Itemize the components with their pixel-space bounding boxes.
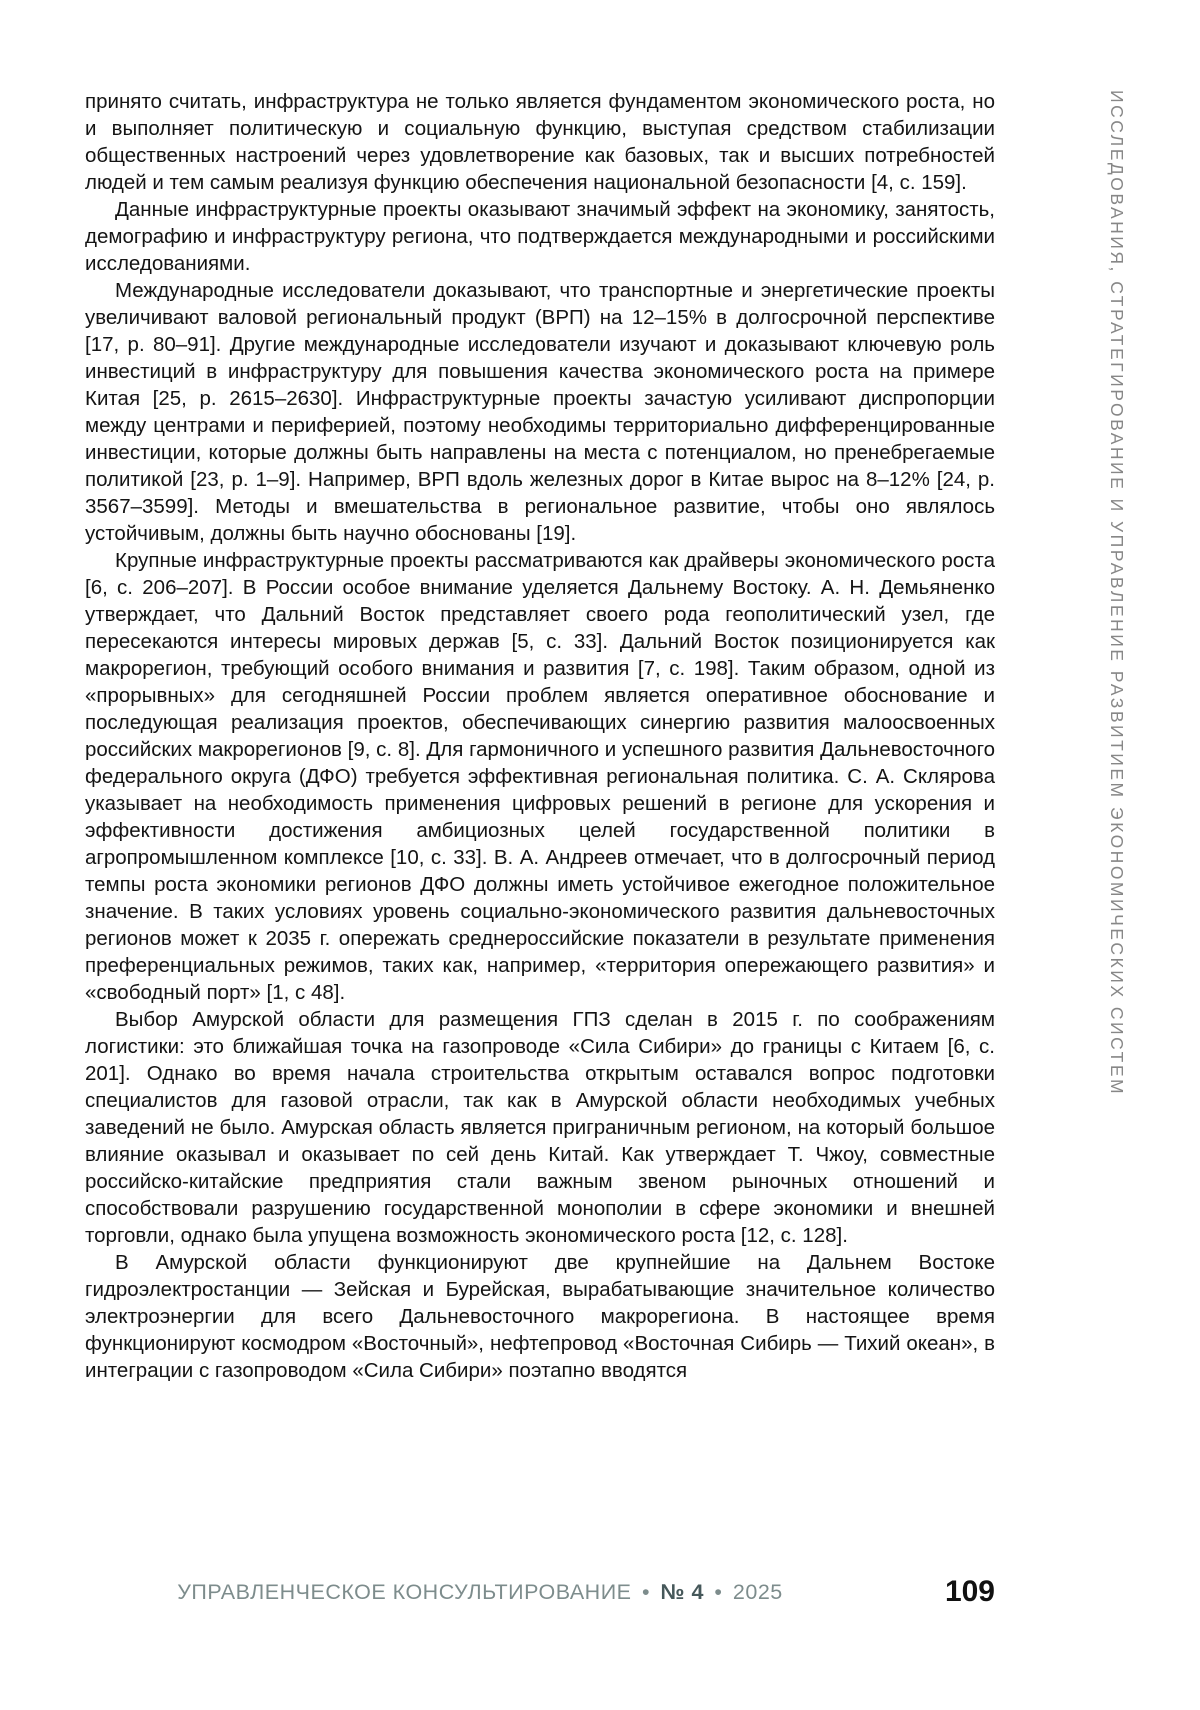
footer-separator: • xyxy=(714,1580,723,1604)
issue-year: 2025 xyxy=(732,1580,783,1604)
journal-footer-line xyxy=(85,1572,875,1612)
journal-name: УПРАВЛЕНЧЕСКОЕ КОНСУЛЬТИРОВАНИЕ xyxy=(177,1580,632,1604)
paragraph: принято считать, инфраструктура не только является фундаментом экономического роста, но и выполняет политическую и социальную функцию, выступая средством стабилизации общественных настроений через удовлетворение как базовых, так и высших потребностей людей и тем самым реализуя функцию обеспечения национальной безопасности [4, с. 159]. xyxy=(85,90,995,194)
issue-number: № 4 xyxy=(660,1580,704,1604)
paragraph: Выбор Амурской области для размещения ГПЗ сделан в 2015 г. по соображениям логистики: это ближайшая точка на газопроводе «Сила Сибири» до границы с Китаем [6, с. 201]. Однако во время начала строительства открытым оставался вопрос подготовки специалистов для газовой отрасли, так как в Амурской области необходимых учебных заведений не было. Амурская область является приграничным регионом, на который большое влияние оказывал и оказывает по сей день Китай. Как утверждает Т. Чжоу, совместные российско-китайские предприятия стали важным звеном рыночных отношений и способствовали разрушению государственной монополии в сфере экономики и внешней торговли, однако была упущена возможность экономического роста [12, с. 128]. xyxy=(85,1008,995,1247)
paragraph: Данные инфраструктурные проекты оказывают значимый эффект на экономику, занятость, демографию и инфраструктуру региона, что подтверждается международными и российскими исследованиями. xyxy=(85,198,995,275)
paragraph: В Амурской области функционируют две крупнейшие на Дальнем Востоке гидроэлектростанции — Зейская и Бурейская, вырабатывающие значительное количество электроэнергии для всего Дальневосточного макрорегиона. В настоящее время функционируют космодром «Восточный», нефтепровод «Восточная Сибирь — Тихий океан», в интеграции с газопроводом «Сила Сибири» поэтапно вводятся xyxy=(85,1251,995,1382)
page-footer xyxy=(85,1572,995,1612)
section-vertical-label: ИССЛЕДОВАНИЯ, СТРАТЕГИРОВАНИЕ И УПРАВЛЕНИЕ РАЗВИТИЕМ ЭКОНОМИЧЕСКИХ СИСТЕМ xyxy=(1107,90,1127,1097)
article-text-column xyxy=(85,88,995,1384)
paragraph: Международные исследователи доказывают, что транспортные и энергетические проекты увеличивают валовой региональный продукт (ВРП) на 12–15% в долгосрочной перспективе [17, p. 80–91]. Другие международные исследователи изучают и доказывают ключевую роль инвестиций в инфраструктуру для повышения качества экономического роста на примере Китая [25, p. 2615–2630]. Инфраструктурные проекты зачастую усиливают диспропорции между центрами и периферией, поэтому необходимы территориально дифференцированные инвестиции, которые должны быть направлены на места с потенциалом, но пренебрегаемые политикой [23, p. 1–9]. Например, ВРП вдоль железных дорог в Китае вырос на 8–12% [24, p. 3567–3599]. Методы и вмешательства в региональное развитие, чтобы оно являлось устойчивым, должны быть научно обоснованы [19]. xyxy=(85,279,995,545)
page-number: 109 xyxy=(944,1575,995,1608)
paragraph: Крупные инфраструктурные проекты рассматриваются как драйверы экономического роста [6, с. 206–207]. В России особое внимание уделяется Дальнему Востоку. А. Н. Демьяненко утверждает, что Дальний Восток представляет своего рода геополитический узел, где пересекаются интересы мировых держав [5, с. 33]. Дальний Восток позиционируется как макрорегион, требующий особого внимания и развития [7, с. 198]. Таким образом, одной из «прорывных» для сегодняшней России проблем является оперативное обоснование и последующая реализация проектов, обеспечивающих синергию развития малоосвоенных российских макрорегионов [9, с. 8]. Для гармоничного и успешного развития Дальневосточного федерального округа (ДФО) требуется эффективная региональная политика. С. А. Склярова указывает на необходимость применения цифровых решений в регионе для ускорения и эффективности достижения амбициозных целей государственной политики в агропромышленном комплексе [10, с. 33]. В. А. Андреев отмечает, что в долгосрочный период темпы роста экономики регионов ДФО должны иметь устойчивое ежегодное положительное значение. В таких условиях уровень социально-экономического развития дальневосточных регионов может к 2035 г. опережать среднероссийские показатели в результате применения преференциальных режимов, таких как, например, «территория опережающего развития» и «свободный порт» [1, с 48]. xyxy=(85,549,995,1004)
footer-separator: • xyxy=(642,1580,651,1604)
